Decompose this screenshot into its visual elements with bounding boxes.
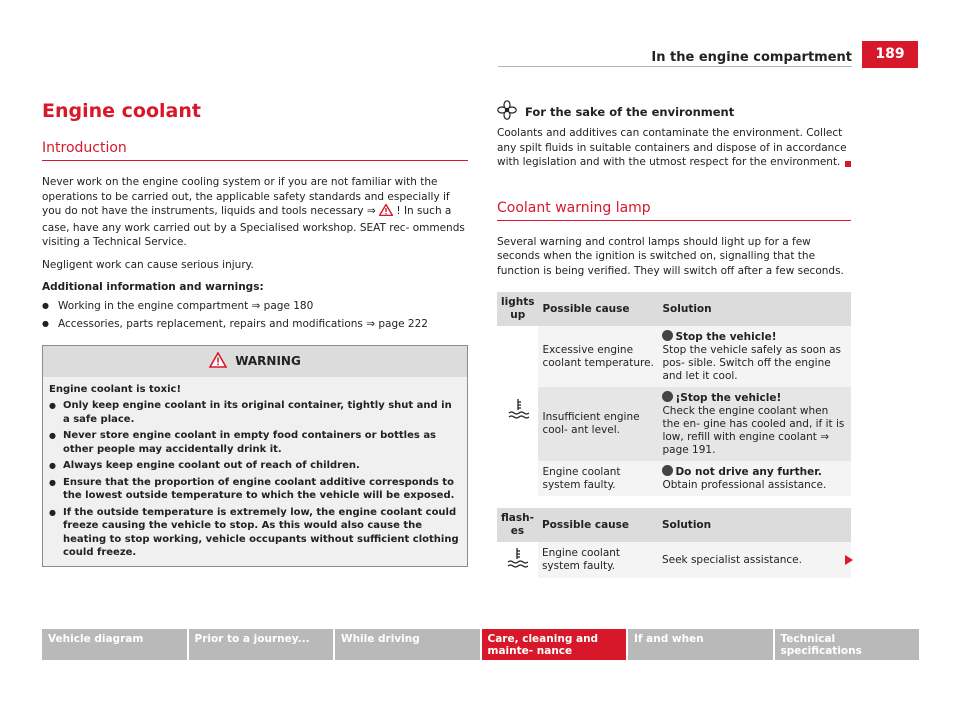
subsection-title: Introduction [42,140,468,161]
table-header-cell: lights up [497,292,538,326]
table-header-cell: flash- es [497,508,538,542]
section-title: Engine coolant [42,100,201,122]
solution-title: Do not drive any further. [675,466,822,478]
list-item[interactable]: ● Accessories, parts replacement, repairs and modifications ⇒ page 222 [42,317,468,331]
warning-item: ● Only keep engine coolant in its original container, tightly shut and in a safe place. [49,399,461,426]
solution-cell [658,387,851,461]
warning-item: ● Ensure that the proportion of engine coolant additive corresponds to the lowest outside temperature to which the vehicle will be exposed. [49,476,461,503]
solution-title: Stop the vehicle! [675,331,777,343]
environment-text [497,126,851,170]
list-item[interactable]: ● Working in the engine compartment ⇒ page 180 [42,299,468,313]
warning-header [43,346,467,377]
solution-cell [658,461,851,496]
warning-lamp-icon [662,465,673,476]
table-header-cell: Possible cause [538,292,658,326]
coolant-lamp-icon [497,326,538,496]
tab-while-driving[interactable]: While driving [335,629,480,660]
environment-header [497,100,851,123]
solution-text: Seek specialist assistance. [661,553,802,566]
warning-lamp-icon [662,391,673,402]
table-row [497,461,851,496]
warning-item: ● Never store engine coolant in empty food containers or bottles as other people may accidentally drink it. [49,429,461,456]
tab-care-cleaning-maintenance[interactable]: Care, cleaning and mainte- nance [482,629,627,660]
solution-text: Obtain professional assistance. [662,479,827,491]
table-header-cell: Possible cause [538,508,658,542]
warning-item: ● If the outside temperature is extremely low, the engine coolant could freeze causing the vehicle to stop. As this would also cause the heating to stop working, vehicle occupants without sufficient clothing could freeze. [49,506,461,560]
table-row [497,542,851,578]
right-column [497,100,851,578]
warning-icon [379,204,393,221]
tab-if-and-when[interactable]: If and when [628,629,773,660]
continue-arrow-icon[interactable] [845,555,853,565]
lamp-intro-paragraph: Several warning and control lamps should light up for a few seconds when the ignition is switched on, signalling that the function is being verified. They will switch off after a few seconds. [497,235,844,277]
tab-vehicle-diagram[interactable]: Vehicle diagram [42,629,187,660]
solution-text: Stop the vehicle safely as soon as pos- sible. Switch off the engine and let it cool. [662,344,841,382]
injury-paragraph: Negligent work can cause serious injury. [42,258,254,271]
header-rule [498,66,852,67]
coolant-lamp-icon [497,542,538,578]
environment-title: For the sake of the environment [525,104,735,119]
intro-text-b: ! In such a case, have any work carried out by a Specialised workshop. SEAT rec- ommends visiting a Technical Service. [42,205,465,248]
intro-paragraph [42,175,468,250]
table-row [497,387,851,461]
warning-lamp-icon [662,330,673,341]
flashes-table [497,508,851,578]
solution-cell [658,326,851,387]
additional-info-heading: Additional information and warnings: [42,281,264,293]
warning-triangle-icon [209,352,227,371]
environment-text-body: Coolants and additives can contaminate the environment. Collect any spilt fluids in suitable containers and dispose of in accordance with legislation and with the utmost respect for the environment. [497,127,847,168]
page-header-title: In the engine compartment [651,50,852,65]
cause-cell: Engine coolant system faulty. [542,465,621,491]
solution-title: ¡Stop the vehicle! [675,392,782,404]
cause-cell: Engine coolant system faulty. [541,547,621,572]
solution-text: Check the engine coolant when the en- gine has cooled and, if it is low, refill with engine coolant ⇒ page 191. [662,405,845,456]
cause-cell: Insufficient engine cool- ant level. [542,411,640,436]
warning-title: WARNING [235,354,301,368]
coolant-lamp-title: Coolant warning lamp [497,200,851,221]
warning-body [43,377,467,566]
page-number: 189 [862,41,918,68]
chapter-tabs [42,629,919,660]
table-header-cell: Solution [658,508,851,542]
solution-cell [658,542,851,578]
warning-box [42,345,468,567]
tab-technical-specifications[interactable]: Technical specifications [775,629,920,660]
lights-up-table [497,292,851,496]
intro-text-a: Never work on the engine cooling system or if you are not familiar with the operations to be carried out, the applicable safety standards and especially if you do not have the instruments, liquids and tools necessary ⇒ [42,176,450,217]
environment-flower-icon [497,100,517,123]
section-end-marker [845,161,851,167]
cause-cell: Excessive engine coolant temperature. [542,343,654,369]
warning-item: ● Always keep engine coolant out of reach of children. [49,459,461,473]
table-header-cell: Solution [658,292,851,326]
table-row [497,326,851,387]
warning-intro: Engine coolant is toxic! [49,383,182,395]
tab-prior-to-journey[interactable]: Prior to a journey... [189,629,334,660]
left-column [42,100,468,567]
